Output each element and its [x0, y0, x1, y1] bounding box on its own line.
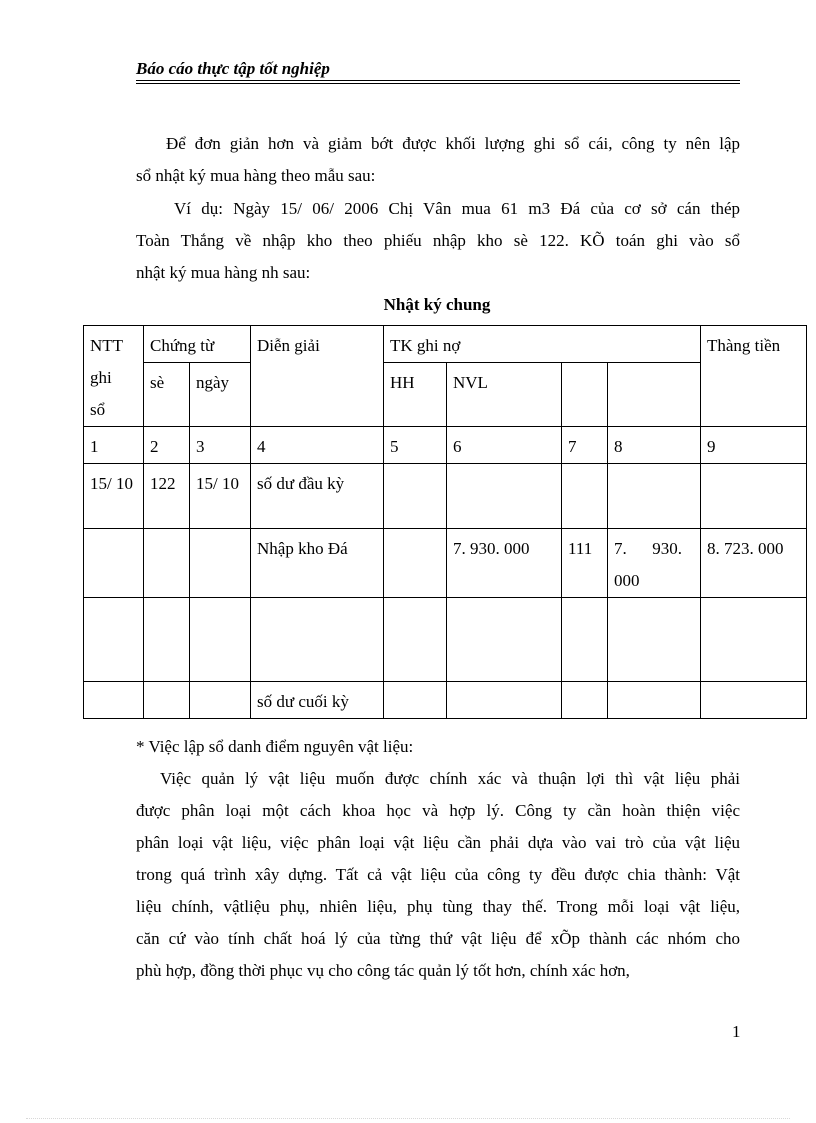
cell-description: số dư đầu kỳ	[251, 464, 384, 529]
header-ntt	[84, 326, 144, 427]
page-header	[136, 58, 740, 80]
intro-p2-line-3: nhật ký mua hàng nh sau:	[136, 263, 311, 282]
header-ntt-text-2: ghi	[90, 368, 112, 387]
cell-ntt	[84, 529, 144, 598]
intro-paragraph-2	[136, 193, 740, 289]
cell-amount: 8. 723. 000	[701, 529, 807, 598]
table-row	[84, 682, 807, 719]
cell-col-8	[608, 682, 701, 719]
cell-ntt	[84, 682, 144, 719]
cell-amount	[701, 464, 807, 529]
cell-voucher-no	[144, 529, 190, 598]
cell-hh	[384, 529, 447, 598]
col-number: 9	[701, 427, 807, 464]
cell-ntt: 15/ 10	[84, 464, 144, 529]
col-number: 5	[384, 427, 447, 464]
cell-nvl	[447, 682, 562, 719]
header-nvl: NVL	[447, 363, 562, 427]
header-ntt-text: NTT	[90, 336, 124, 355]
header-rule-thick	[136, 83, 740, 84]
header-col-7	[562, 363, 608, 427]
intro-p2-line-1: Ví dụ: Ngày 15/ 06/ 2006 Chị Vân mua 61 m3 Đá của cơ sở cán thép	[174, 199, 740, 218]
cell-col-8	[608, 598, 701, 682]
cell-description	[251, 598, 384, 682]
cell-amount	[701, 682, 807, 719]
cell-nvl	[447, 598, 562, 682]
cell-hh	[384, 682, 447, 719]
col-number: 7	[562, 427, 608, 464]
header-voucher-no: sè	[144, 363, 190, 427]
section-line: căn cứ vào tính chất hoá lý của từng thứ vật liệu để xÕp thành các nhóm cho	[136, 929, 740, 948]
section-line: được phân loại một cách khoa học và hợp lý. Công ty cần hoàn thiện việc	[136, 801, 740, 820]
page-bottom-divider	[26, 1118, 790, 1119]
header-rule-thin	[136, 80, 740, 81]
cell-description: Nhập kho Đá	[251, 529, 384, 598]
cell-nvl	[447, 464, 562, 529]
cell-voucher-no: 122	[144, 464, 190, 529]
cell-col-8: 7. 930. 000	[608, 529, 701, 598]
cell-amount	[701, 598, 807, 682]
section-line: liệu chính, vậtliệu phụ, nhiên liệu, phụ tùng thay thế. Trong mỗi loại vật liệu,	[136, 897, 740, 916]
intro-p2-line-2: Toàn Thắng về nhập kho theo phiếu nhập kho sè 122. KÕ toán ghi vào sổ	[136, 231, 740, 250]
col-number: 1	[84, 427, 144, 464]
cell-ntt	[84, 598, 144, 682]
intro-paragraph-1	[136, 128, 740, 192]
cell-description: số dư cuối kỳ	[251, 682, 384, 719]
cell-col-7: 111	[562, 529, 608, 598]
header-debit: TK ghi nợ	[384, 326, 701, 363]
intro-p1-line-1: Để đơn giản hơn và giảm bớt được khối lượng ghi sổ cái, công ty nên lập	[166, 134, 740, 153]
cell-voucher-date	[190, 682, 251, 719]
table-row	[84, 598, 807, 682]
section-heading: * Việc lập sổ danh điểm nguyên vật liệu:	[136, 737, 414, 756]
cell-voucher-date	[190, 598, 251, 682]
cell-voucher-no	[144, 598, 190, 682]
journal-title: Nhật ký chung	[383, 295, 491, 314]
section-line: phù hợp, đồng thời phục vụ cho công tác quản lý tốt hơn, chính xác hơn,	[136, 961, 630, 980]
cell-nvl: 7. 930. 000	[447, 529, 562, 598]
header-col-8	[608, 363, 701, 427]
section-line: Việc quản lý vật liệu muốn được chính xác và thuận lợi thì vật liệu phải	[160, 769, 740, 788]
table-row	[84, 529, 807, 598]
intro-p1-line-2: sổ nhật ký mua hàng theo mẫu sau:	[136, 166, 376, 185]
table-subheader-row	[84, 363, 807, 427]
cell-voucher-date: 15/ 10	[190, 464, 251, 529]
col-number: 8	[608, 427, 701, 464]
cell-col-8	[608, 464, 701, 529]
cell-voucher-no	[144, 682, 190, 719]
cell-hh	[384, 598, 447, 682]
page-number: 1	[732, 1022, 741, 1041]
table-header-row	[84, 326, 807, 363]
column-number-row	[84, 427, 807, 464]
cell-col-7	[562, 464, 608, 529]
cell-voucher-date	[190, 529, 251, 598]
section-line: trong quá trình xây dựng. Tất cả vật liệu của công ty đều được chia thành: Vật	[136, 865, 740, 884]
header-voucher: Chứng từ	[144, 326, 251, 363]
col-number: 2	[144, 427, 190, 464]
journal-table	[83, 325, 807, 719]
header-description: Diễn giải	[251, 326, 384, 427]
header-ntt-text-3: sổ	[90, 400, 106, 419]
header-voucher-date: ngày	[190, 363, 251, 427]
header-title: Báo cáo thực tập tốt nghiệp	[136, 59, 330, 78]
cell-col-7	[562, 598, 608, 682]
col-number: 3	[190, 427, 251, 464]
cell-hh	[384, 464, 447, 529]
section-line: phân loại vật liệu, việc phân loại vật liệu cần phải dựa vào vai trò của vật liệu	[136, 833, 740, 852]
table-row	[84, 464, 807, 529]
col-number: 4	[251, 427, 384, 464]
cell-col-7	[562, 682, 608, 719]
col-number: 6	[447, 427, 562, 464]
header-hh: HH	[384, 363, 447, 427]
header-amount: Thàng tiền	[701, 326, 807, 427]
section-paragraph	[136, 763, 740, 987]
